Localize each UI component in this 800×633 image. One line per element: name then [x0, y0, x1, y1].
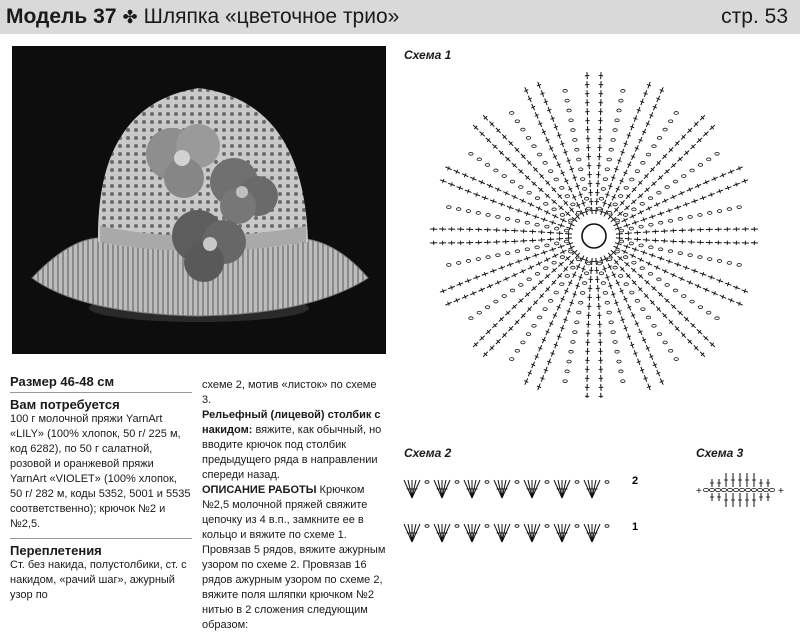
page-header [0, 0, 800, 34]
relief-stitch-term: Рельефный (лицевой) столбик с накидом: [202, 409, 381, 436]
fan-stitch-row-2 [584, 480, 609, 498]
stitches-text: Ст. без накида, полустолбики, ст. с накидом, «рачий шаг», ажурный узор по [10, 558, 192, 603]
scheme-3-label: Схема 3 [696, 446, 743, 460]
fan-stitch-row-2 [554, 480, 579, 498]
fan-stitch-row-2 [434, 480, 459, 498]
stitches-heading: Переплетения [10, 543, 192, 558]
fan-stitch-row-1 [404, 524, 429, 542]
scheme-2-diagram [400, 462, 650, 552]
divider [10, 538, 192, 539]
fan-stitch-row-1 [524, 524, 549, 542]
relief-stitch-text: вяжите, как обычный, но вводите крючок под столбик предыдущего ряда в направлении спереди назад. [202, 424, 381, 481]
svg-text:+: + [696, 486, 702, 497]
chart-sector [585, 72, 625, 214]
relief-stitch-paragraph [202, 408, 388, 483]
chart-sector [607, 250, 714, 360]
chart-sector [440, 152, 575, 230]
row-number-2: 2 [632, 475, 638, 487]
svg-text:+: + [778, 486, 784, 497]
fan-stitch-row-1 [494, 524, 519, 542]
fan-stitch-row-1 [434, 524, 459, 542]
fan-stitch-row-1 [464, 524, 489, 542]
instructions-column [202, 378, 388, 633]
four-petal-flower-icon: ✤ [123, 7, 138, 28]
page-title: Шляпка «цветочное трио» [144, 5, 400, 29]
chart-sector [616, 227, 758, 266]
scheme-1-label: Схема 1 [404, 48, 451, 62]
fan-stitch-row-2 [464, 480, 489, 498]
instructions-intro: схеме 2, мотив «листок» по схеме 3. [202, 378, 388, 408]
fan-stitch-row-1 [584, 524, 609, 542]
leaf-motif [696, 473, 784, 507]
chart-sector [473, 112, 580, 222]
page-number: стр. 53 [721, 5, 788, 29]
model-number: Модель 37 [6, 5, 117, 29]
chart-sector [440, 240, 575, 306]
chart-sector [614, 242, 749, 320]
materials-heading: Вам потребуется [10, 397, 192, 412]
divider [10, 392, 192, 393]
scheme-3-diagram [694, 464, 790, 516]
fan-stitch-row-2 [404, 480, 429, 498]
chart-sector [600, 82, 679, 217]
fan-stitch-row-2 [524, 480, 549, 498]
row-number-1: 1 [632, 521, 638, 533]
magic-ring [582, 224, 606, 248]
size-heading: Размер 46-48 см [10, 374, 192, 389]
chart-sector [563, 258, 603, 398]
fan-stitch-row-2 [494, 480, 519, 498]
work-description-text: Крючком №2,5 молочной пряжей свяжите цепочку из 4 в.п., замкните ее в кольцо и вяжите по схеме 1. Провязав 5 рядов, вяжите ажурным узором по схеме 2. Провязав 16 рядов ажурным узором по схеме 2, вяжите поля шляпки крючком №2 нитью в 2 сложения следующим образом: [202, 484, 385, 631]
materials-column [10, 374, 192, 603]
fan-stitch-row-1 [554, 524, 579, 542]
chart-sector [510, 256, 589, 391]
chart-sector [614, 166, 749, 232]
chart-sector [524, 82, 590, 217]
scheme-1-diagram [404, 58, 794, 398]
chart-sector [597, 256, 663, 391]
hat-photo [12, 46, 386, 354]
scheme-2-label: Схема 2 [404, 446, 451, 460]
materials-text: 100 г молочной пряжи YarnArt «LILY» (100% хлопок, 50 г/ 225 м, код 6282), по 50 г салатной, розовой и оранжевой пряжи YarnArt «VIOLET» (100% хлопок, 50 г/ 282 м, коды 5352, 5001 и 5535 соответственно); крючок №2 и №2,5. [10, 412, 192, 532]
work-description-paragraph [202, 483, 388, 633]
chart-sector [430, 206, 572, 245]
work-description-heading: ОПИСАНИЕ РАБОТЫ [202, 484, 317, 496]
